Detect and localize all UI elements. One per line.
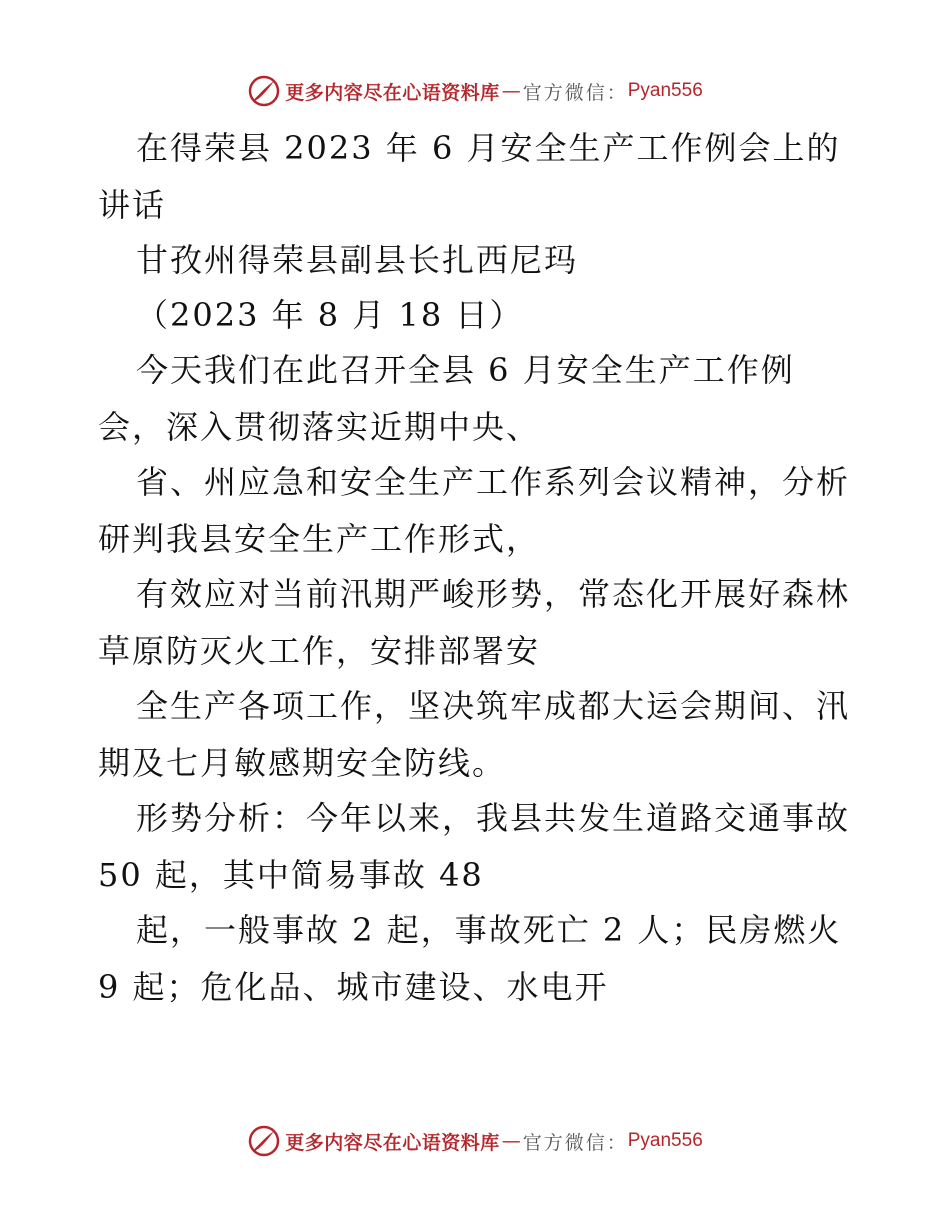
- watermark-separator: —: [501, 80, 521, 102]
- speaker-line: 甘孜州得荣县副县长扎西尼玛: [136, 241, 579, 279]
- body-paragraph: 省、州应急和安全生产工作系列会议精神，分析研判我县安全生产工作形式，: [98, 463, 851, 558]
- body-paragraph: 起，一般事故 2 起，事故死亡 2 人；民房燃火 9 起；危化品、城市建设、水电开: [98, 911, 842, 1006]
- watermark-wechat-label: 官方微信：: [522, 1131, 628, 1154]
- watermark-wechat-id: Pyan556: [627, 80, 703, 101]
- footer-watermark: [0, 1121, 950, 1161]
- quill-logo-icon: [247, 74, 281, 108]
- quill-logo-icon: [247, 1124, 281, 1158]
- watermark-main-text: 更多内容尽在心语资料库: [285, 81, 500, 104]
- watermark-wechat-label: 官方微信：: [522, 81, 628, 104]
- body-paragraph: 有效应对当前汛期严峻形势，常态化开展好森林草原防灭火工作，安排部署安: [98, 575, 851, 670]
- watermark-main-text: 更多内容尽在心语资料库: [285, 1131, 500, 1154]
- document-body: [98, 120, 854, 1014]
- body-paragraph: 今天我们在此召开全县 6 月安全生产工作例会，深入贯彻落实近期中央、: [98, 351, 795, 446]
- watermark-wechat-id: Pyan556: [627, 1130, 703, 1151]
- body-paragraph: 形势分析：今年以来，我县共发生道路交通事故 50 起，其中简易事故 48: [98, 799, 851, 894]
- header-watermark: [0, 71, 950, 111]
- document-title: 在得荣县 2023 年 6 月安全生产工作例会上的讲话: [98, 129, 841, 224]
- watermark-separator: —: [501, 1130, 521, 1152]
- date-line: （2023 年 8 月 18 日）: [136, 296, 524, 334]
- body-paragraph: 全生产各项工作，坚决筑牢成都大运会期间、汛期及七月敏感期安全防线。: [98, 687, 851, 782]
